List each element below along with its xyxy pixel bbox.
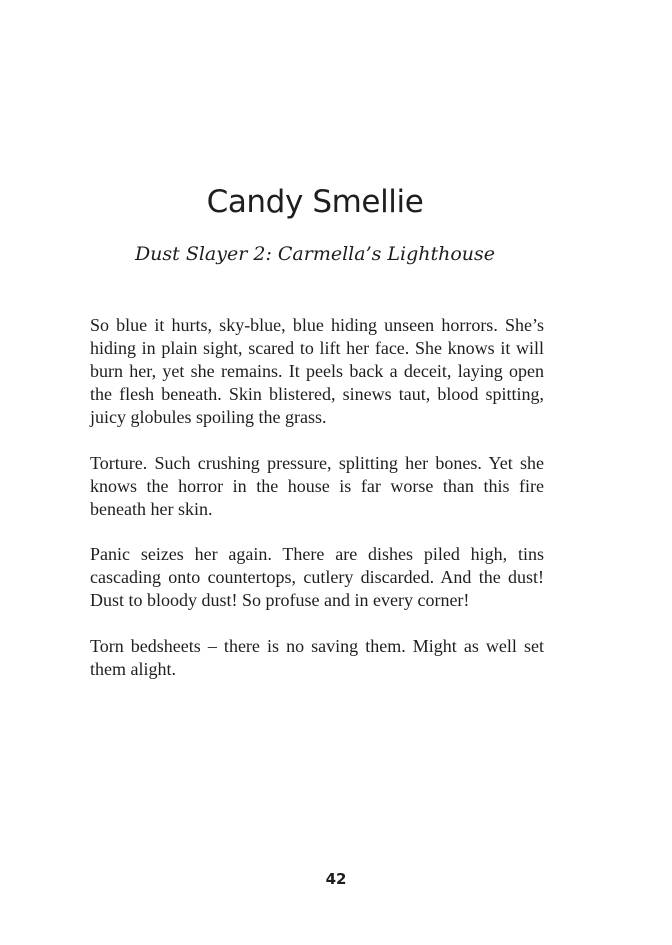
paragraph-3: Panic seizes her again. There are dishes piled high, tins cascading onto countertops, cutlery discarded. And the dust! Dust to bloody dust! So profuse and in every corner!	[90, 544, 544, 611]
story-title: Dust Slayer 2: Carmella’s Lighthouse	[134, 243, 496, 265]
paragraph-2: Torture. Such crushing pressure, splitting her bones. Yet she knows the horror in the house is far worse than this fire beneath her skin.	[90, 452, 544, 519]
page-number: 42	[325, 870, 347, 888]
paragraph-4: Torn bedsheets – there is no saving them. Might as well set them alight.	[90, 636, 544, 680]
paragraph-1: So blue it hurts, sky-blue, blue hiding unseen horrors. She’s hiding in plain sight, scared to lift her face. She knows it will burn her, yet she remains. It peels back a deceit, laying open the flesh beneath. Skin blistered, sinews taut, blood spitting, juicy globules spoiling the grass.	[90, 315, 544, 427]
story-body	[90, 314, 544, 704]
author-name: Candy Smellie	[206, 184, 424, 220]
